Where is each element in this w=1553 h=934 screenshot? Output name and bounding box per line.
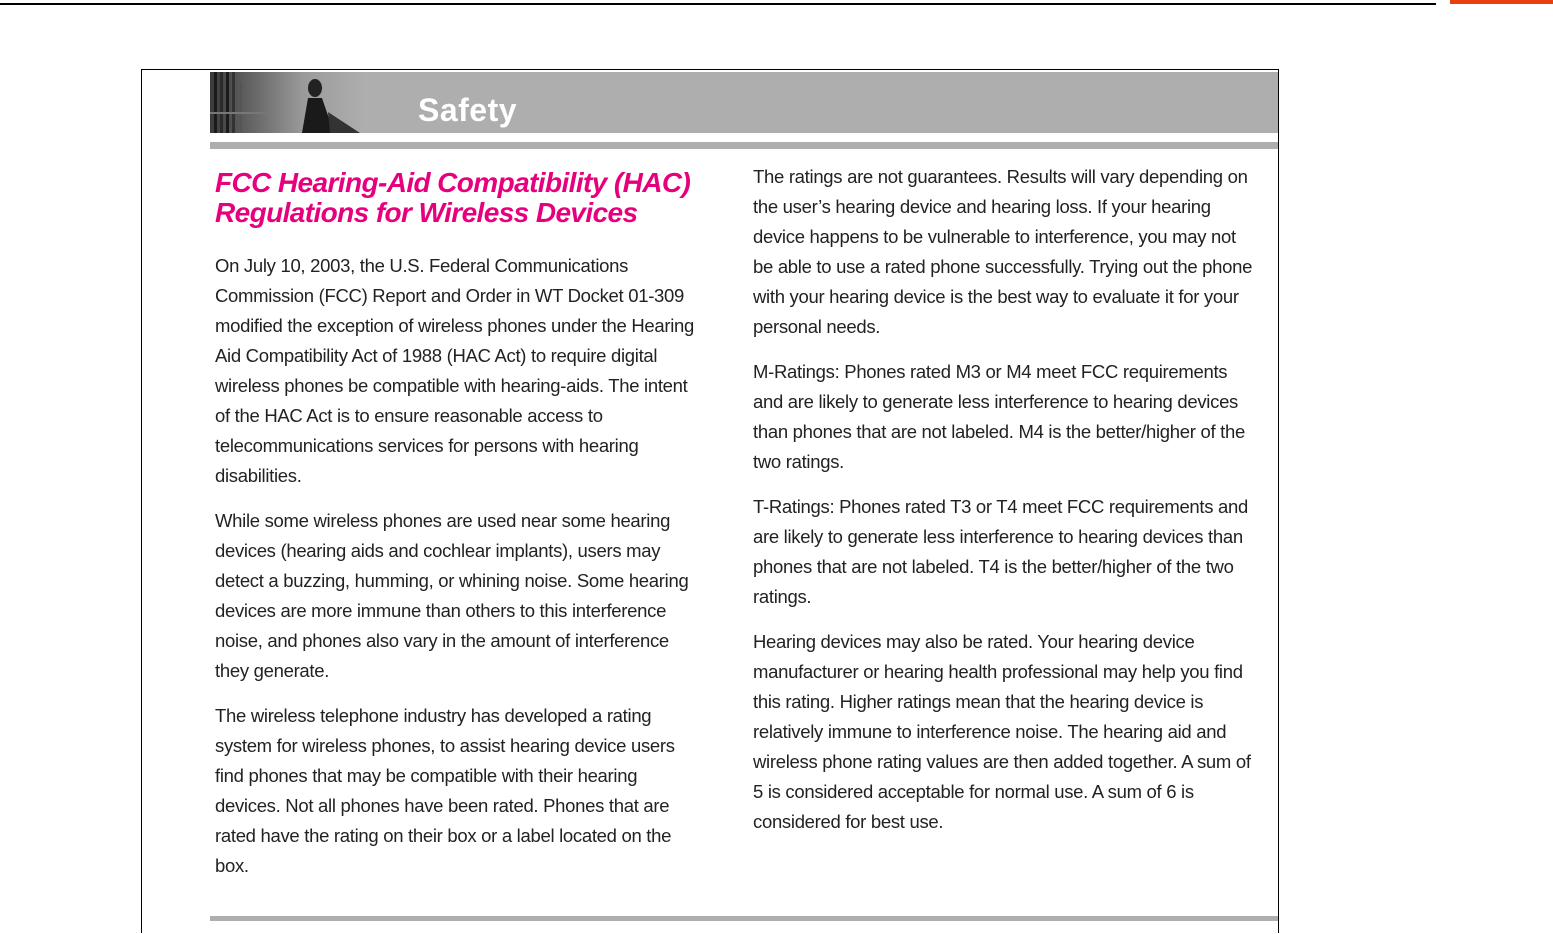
paragraph: While some wireless phones are used near some hearing devices (hearing aids and cochlear implants), users may detect a buzzing, humming, or whining noise. Some hearing devices are more immune than others to this interference noise, and phones also vary in the amount of interference they generate. [215, 510, 689, 681]
right-column [753, 168, 1253, 852]
paragraph: The wireless telephone industry has developed a rating system for wireless phones, to assist hearing device users find phones that may be compatible with their hearing devices. Not all phones have been rated. Phones that are rated have the rating on their box or a label located on the box. [215, 705, 675, 876]
viewer-accent-bar [1450, 0, 1553, 4]
document-page [141, 69, 1279, 933]
section-header-band [210, 72, 1278, 133]
paragraph: M-Ratings: Phones rated M3 or M4 meet FCC requirements and are likely to generate less interference to hearing devices than phones that are not labeled. M4 is the better/higher of the two ratings. [753, 361, 1245, 472]
heading-line-2: Regulations for Wireless Devices [215, 197, 638, 228]
paragraph: T-Ratings: Phones rated T3 or T4 meet FCC requirements and are likely to generate less interference to hearing devices than phones that are not labeled. T4 is the better/higher of the two ratings. [753, 496, 1249, 607]
heading-line-1: FCC Hearing-Aid Compatibility (HAC) [215, 167, 691, 198]
section-title: Safety [418, 92, 518, 128]
header-photo-icon [210, 72, 365, 133]
footer-divider [210, 916, 1278, 921]
article-heading [215, 168, 705, 228]
left-column [215, 168, 705, 896]
viewer-top-rule [0, 3, 1436, 5]
header-divider [210, 142, 1278, 149]
paragraph: On July 10, 2003, the U.S. Federal Communications Commission (FCC) Report and Order in WT Docket 01-309 modified the exception of wireless phones under the Hearing Aid Compatibility Act of 1988 (HAC Act) to require digital wireless phones be compatible with hearing-aids. The intent of the HAC Act is to ensure reasonable access to telecommunications services for persons with hearing disabilities. [215, 255, 695, 486]
paragraph: The ratings are not guarantees. Results will vary depending on the user’s hearing device and hearing loss. If your hearing device happens to be vulnerable to interference, you may not be able to use a rated phone successfully. Trying out the phone with your hearing device is the best way to evaluate it for your personal needs. [753, 166, 1253, 337]
paragraph: Hearing devices may also be rated. Your hearing device manufacturer or hearing health professional may help you find this rating. Higher ratings mean that the hearing device is relatively immune to interference noise. The hearing aid and wireless phone rating values are then added together. A sum of 5 is considered acceptable for normal use. A sum of 6 is considered for best use. [753, 631, 1251, 832]
